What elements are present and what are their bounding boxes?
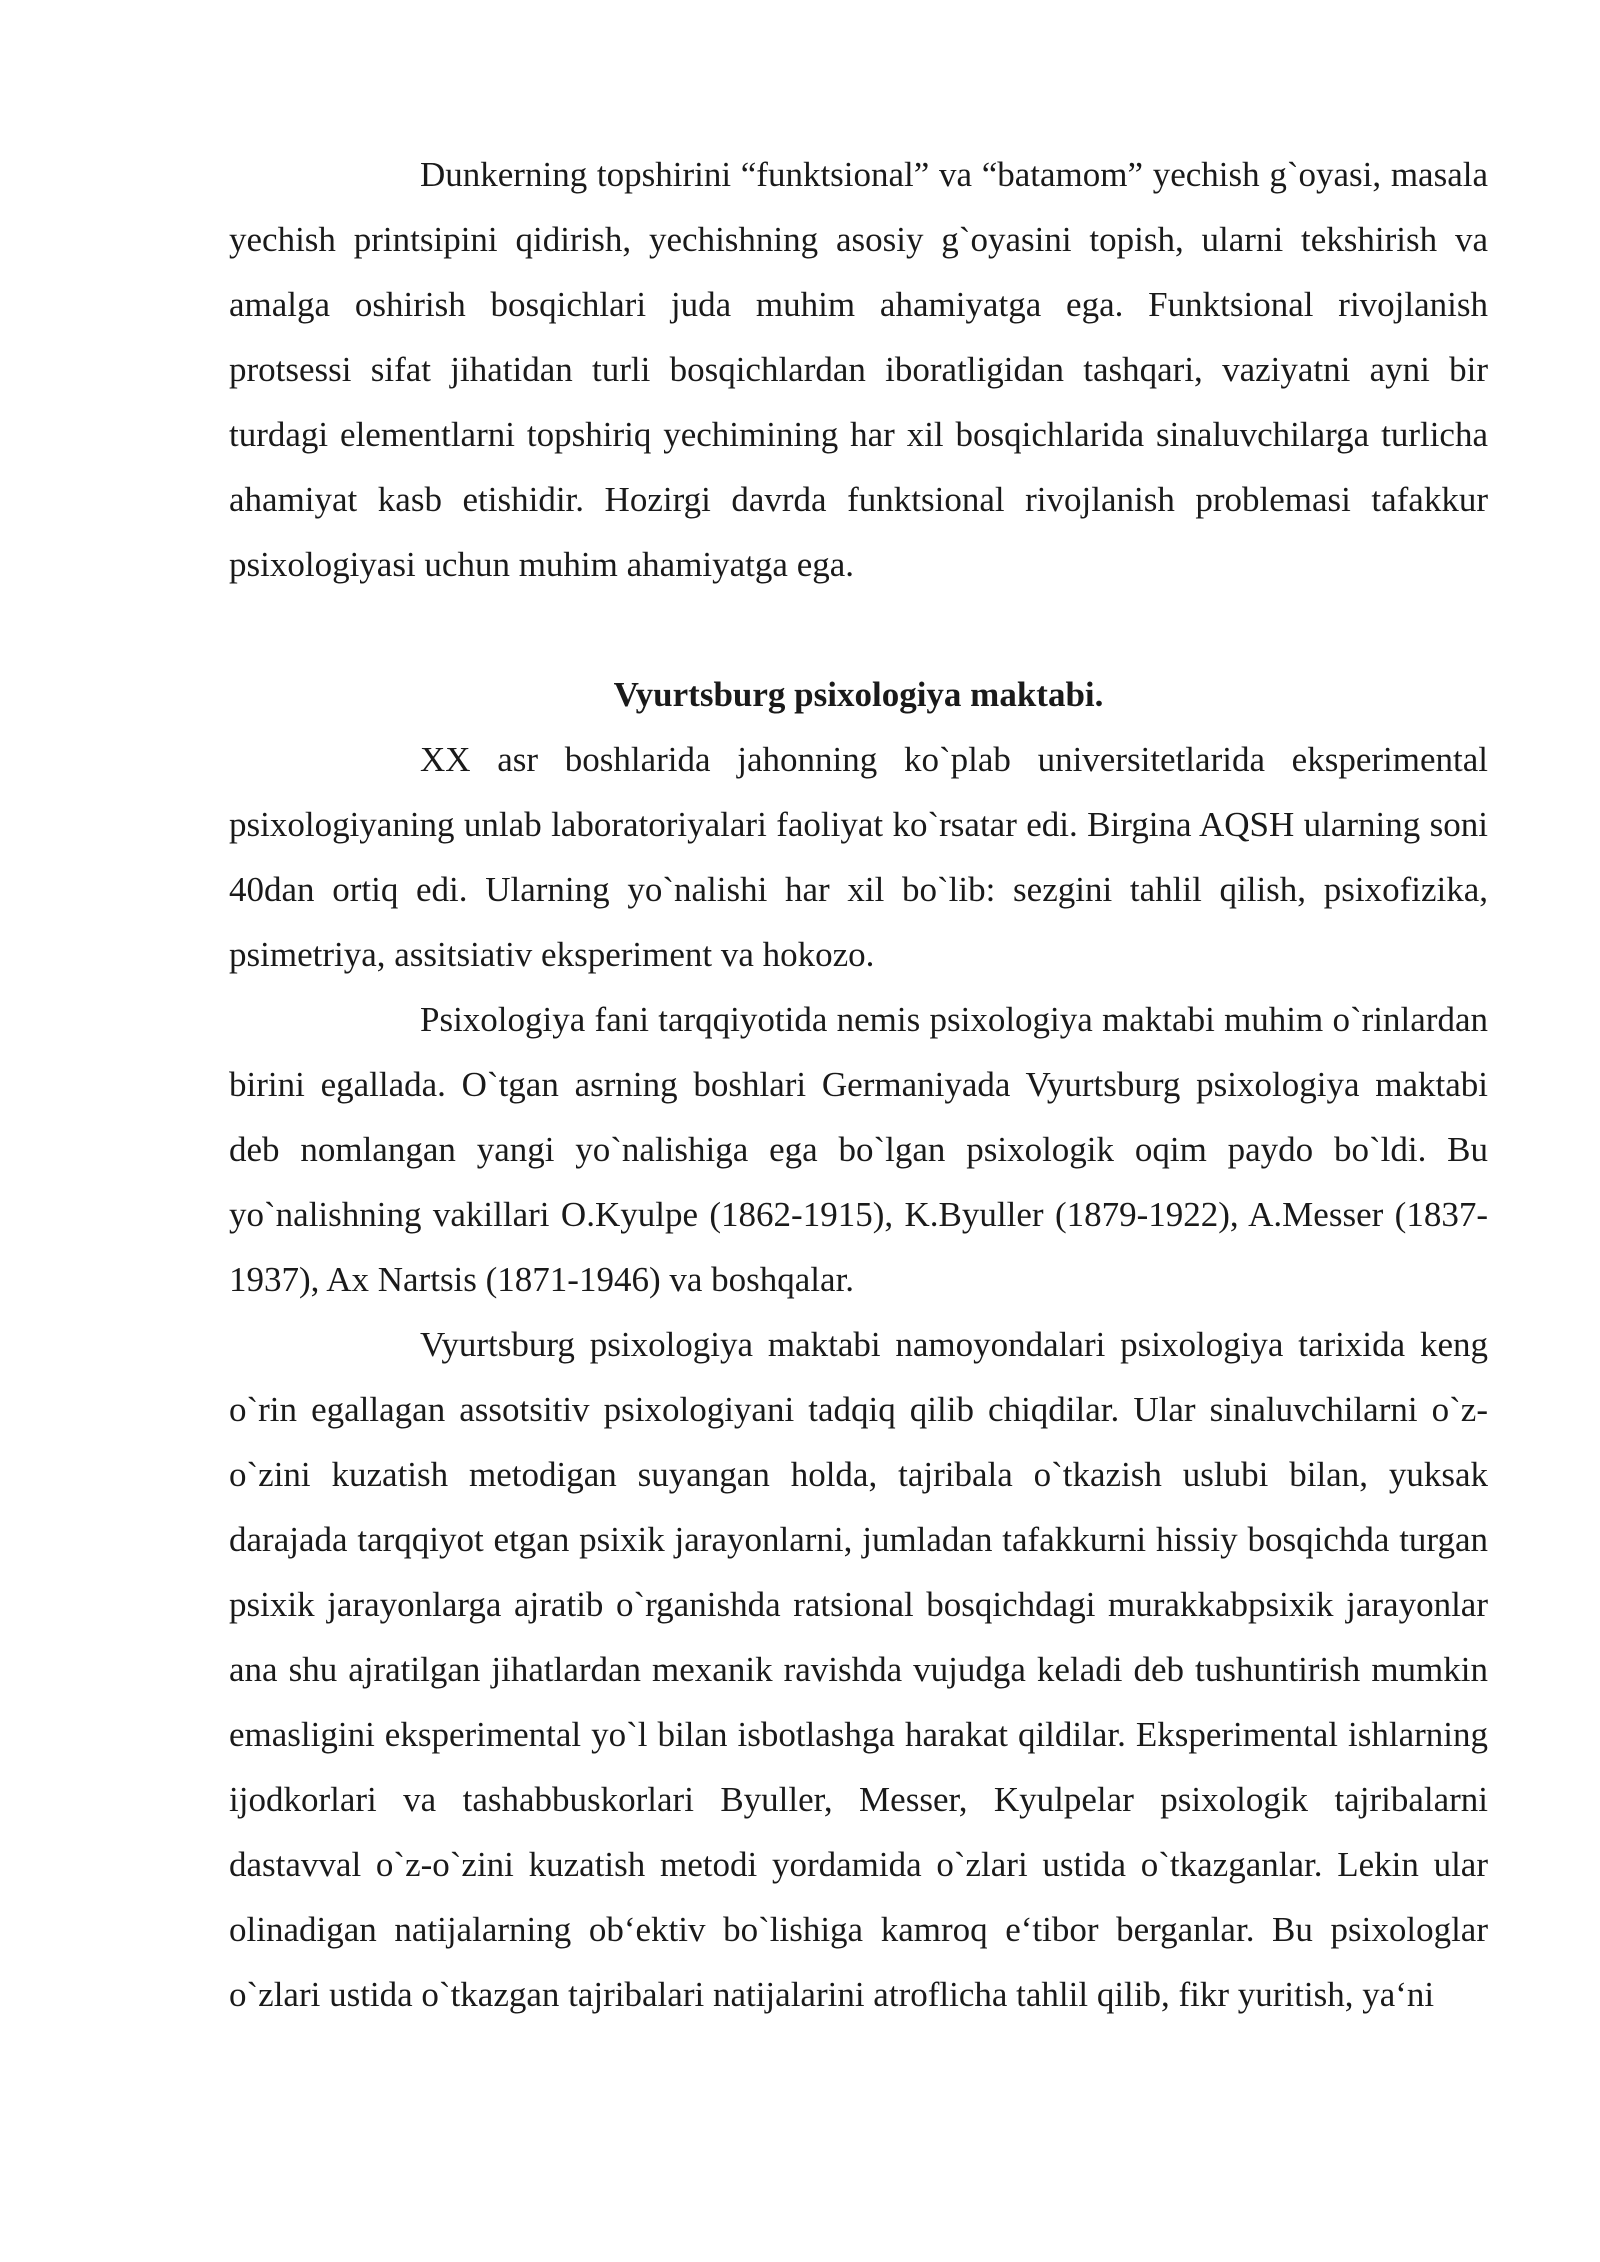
body-paragraph: XX asr boshlarida jahonning ko`plab universitetlarida eksperimental psixologiyaning unlab laboratoriyalari faoliyat ko`rsatar edi. Birgina AQSH ularning soni 40dan ortiq edi. Ularning yo`nalishi har xil bo`lib: sezgini tahlil qilish, psixofizika, psimetriya, assitsiativ eksperiment va hokozo. <box>229 740 1488 974</box>
section-heading: Vyurtsburg psixologiya maktabi. <box>613 675 1104 714</box>
body-paragraph: Psixologiya fani tarqqiyotida nemis psixologiya maktabi muhim o`rinlardan birini egallada. O`tgan asrning boshlari Germaniyada Vyurtsburg psixologiya maktabi deb nomlangan yangi yo`nalishiga ega bo`lgan psixologik oqim paydo bo`ldi. Bu yo`nalishning vakillari O.Kyulpe (1862-1915), K.Byuller (1879-1922), A.Messer (1837-1937), Ax Nartsis (1871-1946) va boshqalar. <box>229 1000 1488 1299</box>
body-paragraph: Vyurtsburg psixologiya maktabi namoyondalari psixologiya tarixida keng o`rin egallagan assotsitiv psixologiyani tadqiq qilib chiqdilar. Ular sinaluvchilarni o`z-o`zini kuzatish metodigan suyangan holda, tajribala o`tkazish uslubi bilan, yuksak darajada tarqqiyot etgan psixik jarayonlarni, jumladan tafakkurni hissiy bosqichda turgan psixik jarayonlarga ajratib o`rganishda ratsional bosqichdagi murakkabpsixik jarayonlar ana shu ajratilgan jihatlardan mexanik ravishda vujudga keladi deb tushuntirish mumkin emasligini eksperimental yo`l bilan isbotlashga harakat qildilar. Eksperimental ishlarning ijodkorlari va tashabbuskorlari Byuller, Messer, Kyulpelar psixologik tajribalarni dastavval o`z-o`zini kuzatish metodi yordamida o`zlari ustida o`tkazganlar. Lekin ular olinadigan natijalarning ob‘ektiv bo`lishiga kamroq e‘tibor berganlar. Bu psixologlar o`zlari ustida o`tkazgan tajribalari natijalarini atroflicha tahlil qilib, fikr yuritish, ya‘ni <box>229 1325 1488 2014</box>
document-page <box>229 142 1488 2027</box>
body-paragraph: Dunkerning topshirini “funktsional” va “batamom” yechish g`oyasi, masala yechish printsipini qidirish, yechishning asosiy g`oyasini topish, ularni tekshirish va amalga oshirish bosqichlari juda muhim ahamiyatga ega. Funktsional rivojlanish protsessi sifat jihatidan turli bosqichlardan iboratligidan tashqari, vaziyatni ayni bir turdagi elementlarni topshiriq yechimining har xil bosqichlarida sinaluvchilarga turlicha ahamiyat kasb etishidir. Hozirgi davrda funktsional rivojlanish problemasi tafakkur psixologiyasi uchun muhim ahamiyatga ega. <box>229 155 1488 584</box>
